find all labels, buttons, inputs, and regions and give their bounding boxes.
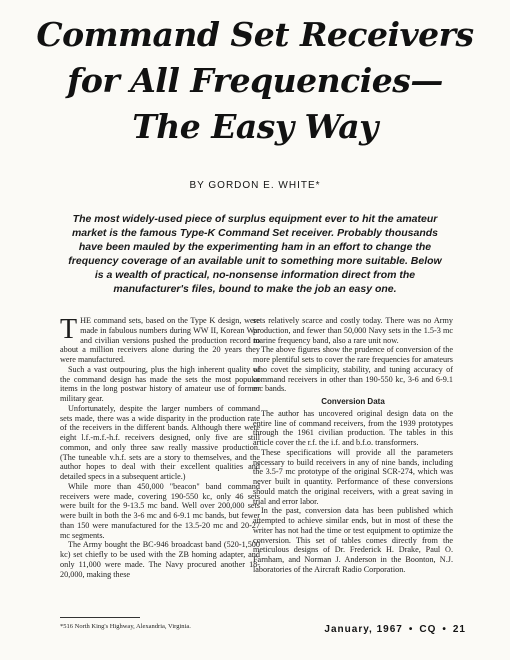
body-column-right	[253, 316, 453, 575]
lead-paragraph: The most widely-used piece of surplus equipment ever to hit the amateur market is the famous Type-K Command Set receiver. Probably thousands have been mauled by the experimenting ham in an effort to change the frequency coverage of an available unit to something more suitable. Below is a wealth of practical, no-nonsense information direct from the manufacturer's files, bound to make the job an easy one.	[68, 213, 442, 295]
article-title	[20, 12, 490, 150]
magazine-name: CQ	[419, 624, 437, 635]
bullet-separator: •	[442, 624, 447, 635]
body-paragraph: In the past, conversion data has been published which attempted to achieve similar ends, but in most of these the writer has not had the time or test equipment to optimize the conversion. This set of tables comes directly from the meticulous designs of Dr. Frederick H. Drake, Paul O. Farnham, and Norman J. Anderson in the Boonton, N.J. laboratories of the Aircraft Radio Corporation.	[253, 506, 453, 574]
body-paragraph: While more than 450,000 "beacon" band command receivers were made, covering 190-550 kc, only 46 sets were built for the 9-13.5 mc band. Well over 200,000 sets were built in both the 3-6 mc and 6-9.1 mc bands, but fewer than 150 were manufactured for the 13.5-20 mc and 20-27 mc segments.	[60, 481, 260, 540]
issue-date: January, 1967	[324, 624, 403, 635]
byline: BY GORDON E. WHITE*	[189, 180, 321, 191]
body-column-left	[60, 316, 260, 579]
title-line-2: for All Frequencies—	[67, 61, 443, 100]
body-paragraph: Such a vast outpouring, plus the high inherent quality of the command design has made the sets the most popular items in the long postwar history of amateur use of former military gear.	[60, 364, 260, 403]
drop-cap: T	[60, 314, 78, 345]
body-paragraph: The above figures show the prudence of conversion of the more plentiful sets to cover the rare frequencies for amateurs who covet the simplicity, stability, and tuning accuracy of command receivers in other than 190-550 kc, 3-6 and 6-9.1 mc bands.	[253, 345, 453, 394]
body-paragraph: The author has uncovered original design data on the entire line of command receivers, from the 1939 prototypes through the 1961 civilian production. The tables in this article cover the r.f. the i.f. and b.f.o. transformers.	[253, 408, 453, 447]
bullet-separator: •	[408, 624, 414, 635]
body-paragraph: The Army bought the BC-946 broadcast band (520-1,500 kc) set chiefly to be used with the ZB homing adapter, and only 11,000 were made. The Navy procured another 18-20,000, making these	[60, 540, 260, 579]
section-heading: Conversion Data	[321, 397, 385, 406]
footnote-rule	[60, 617, 140, 618]
page-number: 21	[452, 624, 466, 635]
body-paragraph: THE command sets, based on the Type K design, were made in fabulous numbers during WW II, Korean War and civilian versions pushed the production record to about a million receivers alone during the 20 years they were manufactured.	[60, 314, 260, 364]
body-paragraph: Unfortunately, despite the larger numbers of command sets made, there was a wide disparity in the production rate of the receivers in the different bands. Although there were eight l.f.-m.f.-h.f. receivers designed, only five are still common, and only three saw really massive production. (The tuneable v.h.f. sets are a story to themselves, and the author hopes to deal with their excellent qualities and detailed specs in a subsequent article.)	[60, 403, 260, 481]
title-line-3: The Easy Way	[132, 107, 378, 146]
body-paragraph: sets relatively scarce and costly today. There was no Army production, and fewer than 50,000 Navy sets in the 1.5-3 mc marine frequency band, also a rare unit now.	[253, 316, 453, 345]
footnote: *516 North King's Highway, Alexandria, Virginia.	[60, 623, 191, 630]
body-paragraph: These specifications will provide all the parameters necessary to build receivers in any of nine bands, including the 3.5-7 mc prototype of the original SCR-274, which was never built in quantity. Performance of these conversions should match the original receivers, with a great saving in trial and error labor.	[253, 447, 453, 506]
title-line-1: Command Set Receivers	[36, 15, 474, 54]
page-folio	[324, 624, 466, 635]
